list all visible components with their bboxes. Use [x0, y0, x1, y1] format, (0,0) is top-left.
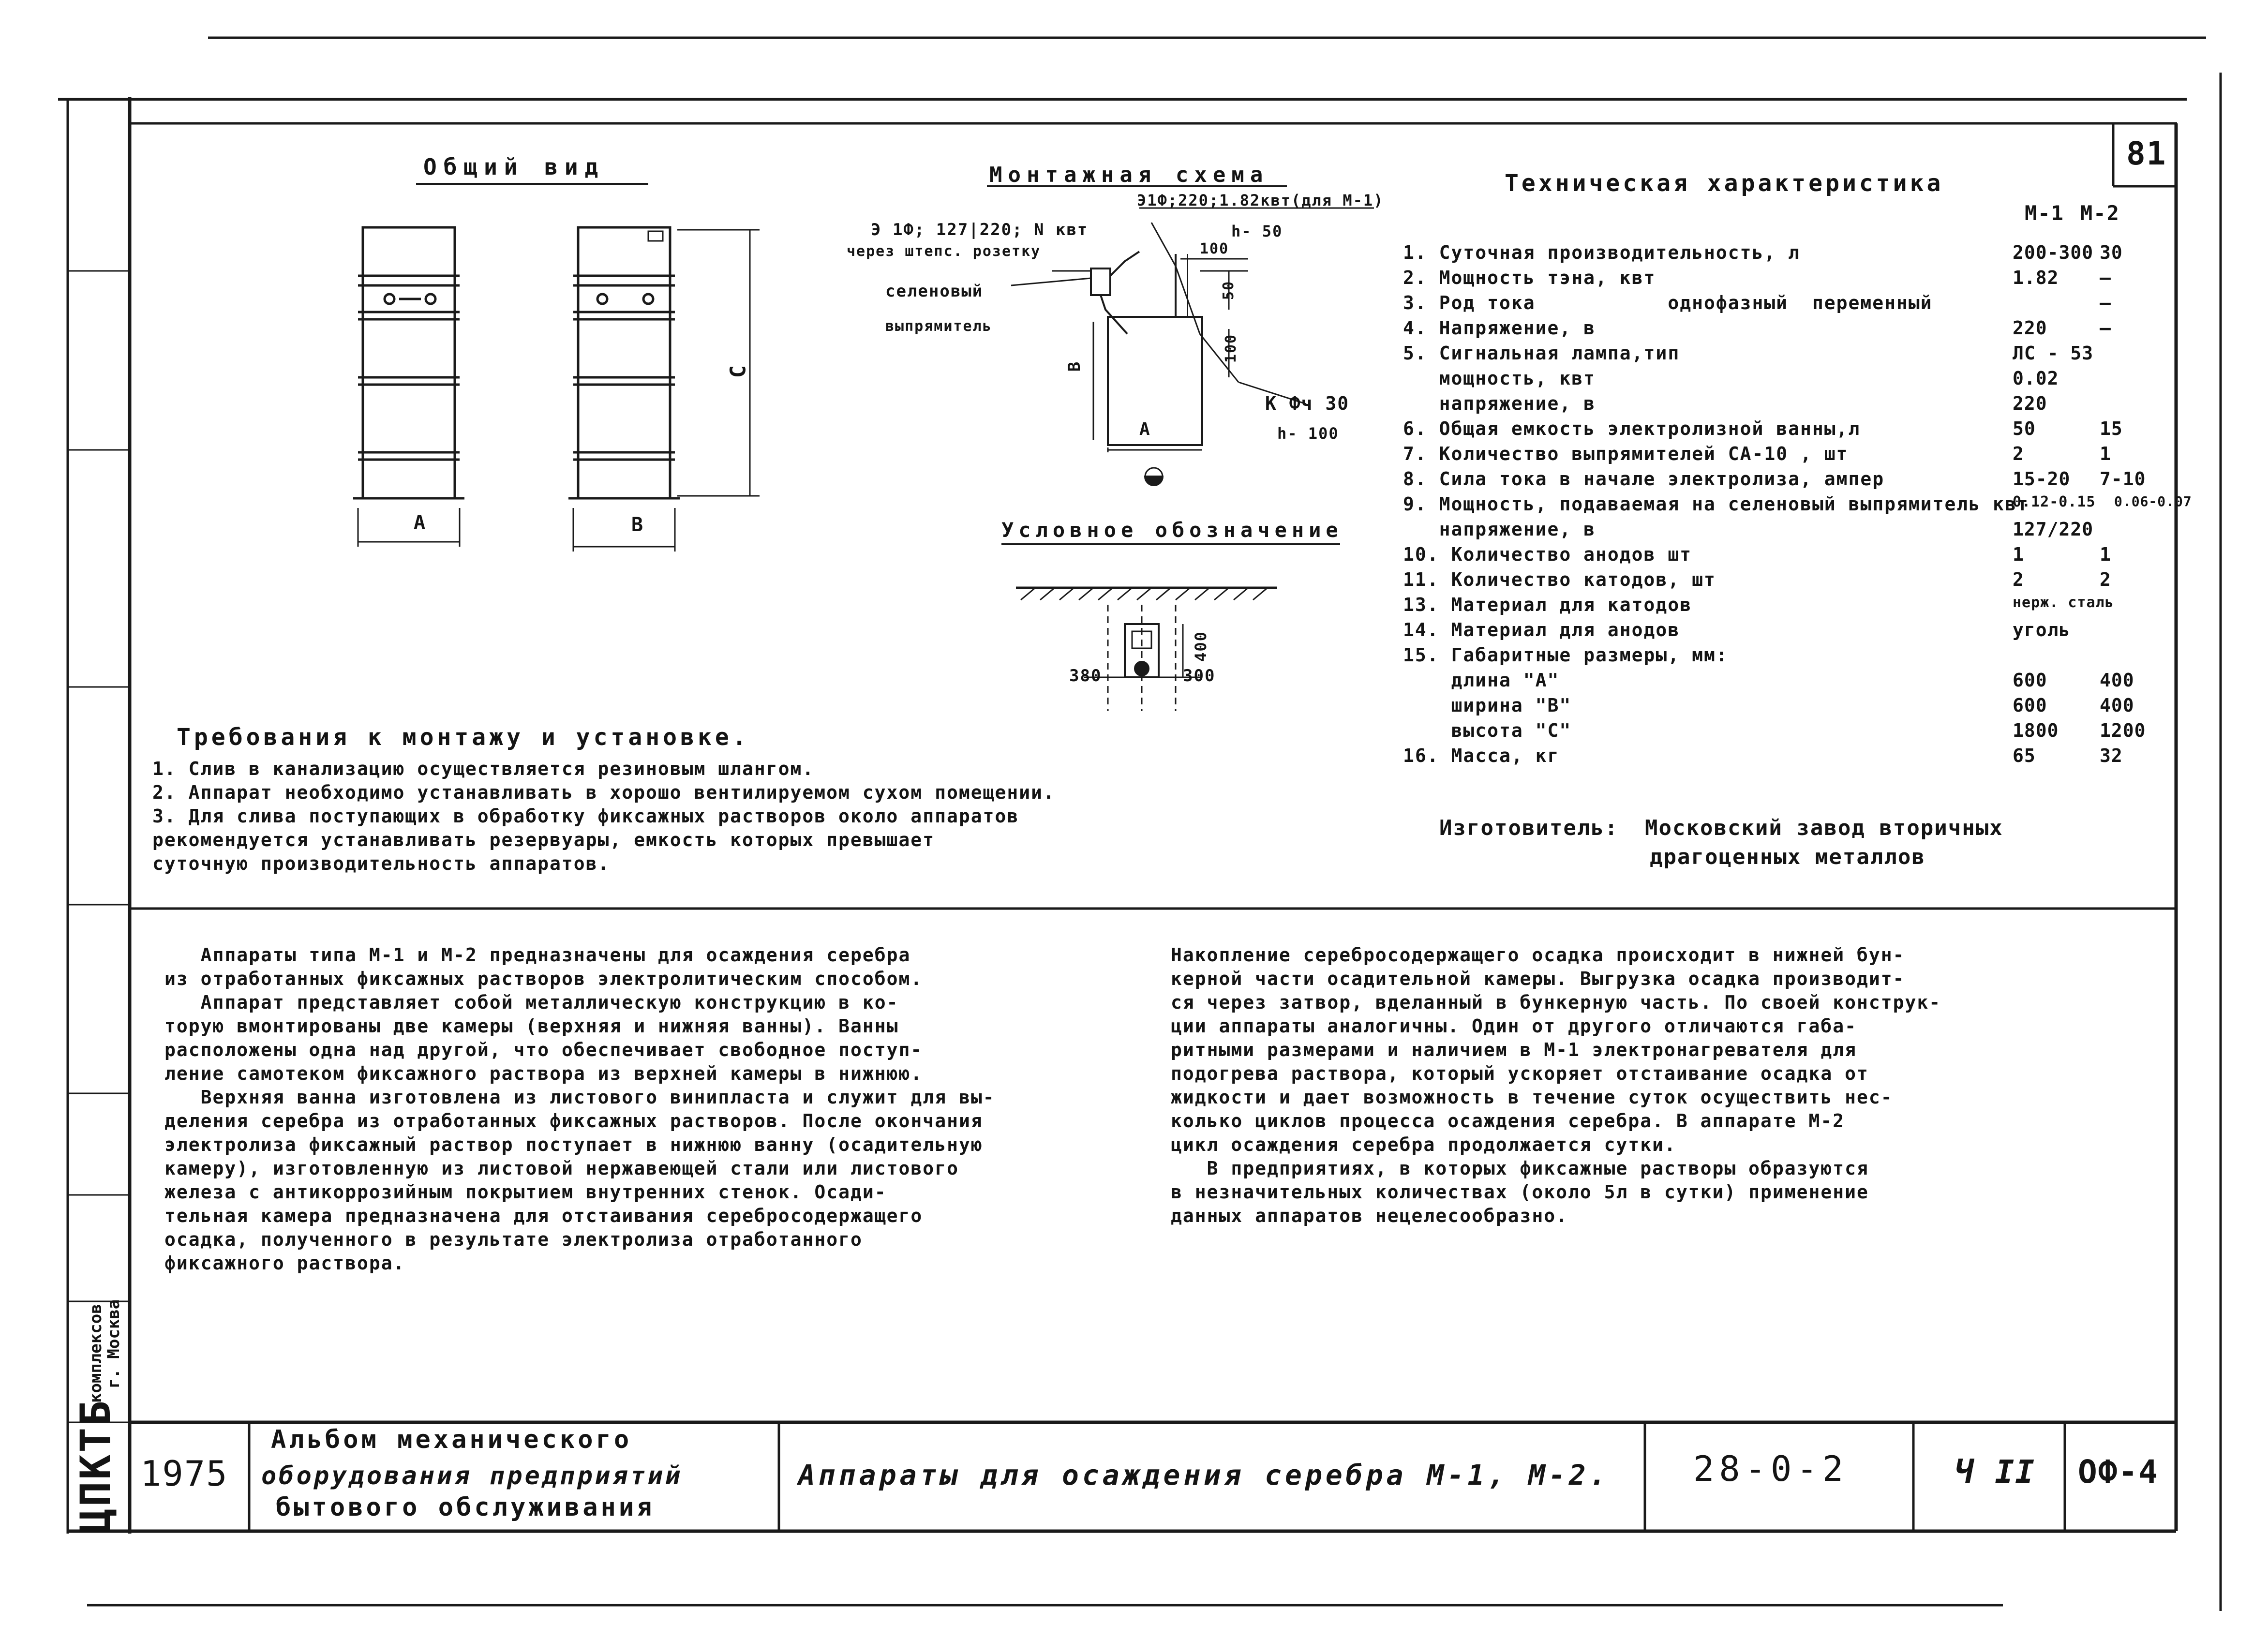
mounting-dim-100v: 100: [1223, 333, 1240, 363]
requirements-list: [152, 757, 1362, 876]
spec-row-label: 16. Масса, кг: [1403, 745, 1560, 766]
spec-row-label: 1. Суточная производительность, л: [1403, 242, 1800, 263]
mounting-heater-label: Э1Ф;220;1.82квт(для М-1): [1137, 191, 1384, 209]
spec-row-label: 14. Материал для анодов: [1403, 619, 1680, 641]
spec-row-m2: —: [2100, 317, 2111, 339]
spec-row-label: 9. Мощность, подаваемая на селеновый выпрямитель квт: [1403, 493, 2029, 515]
spec-row-m2: 1: [2100, 544, 2111, 565]
spec-row-m1: 0.02: [2013, 368, 2059, 389]
spec-row-m1: 220: [2013, 393, 2047, 414]
description-right: [1171, 943, 2138, 1228]
symbol-drawing: [1001, 544, 1340, 711]
spec-row-m1: 1.82: [2013, 267, 2059, 288]
description-line: цикл осаждения серебра продолжается сутки.: [1171, 1134, 1676, 1155]
general-view-label-c: С: [726, 364, 751, 378]
mounting-scheme-title: Монтажная схема: [989, 163, 1269, 187]
description-line: керной части осадительной камеры. Выгрузка осадка производит-: [1171, 968, 1905, 989]
tech-specs-title: Техническая характеристика: [1505, 170, 1944, 197]
description-line: электролиза фиксажный раствор поступает в нижнюю ванну (осадительную: [164, 1134, 983, 1155]
description-line: Верхняя ванна изготовлена из листового винипласта и служит для вы-: [164, 1087, 995, 1108]
symbol-dim-380: 380: [1069, 666, 1102, 686]
general-view-label-b: В: [631, 514, 644, 536]
description-line: фиксажного раствора.: [164, 1252, 405, 1274]
requirement-line: 3. Для слива поступающих в обработку фиксажных растворов около аппаратов: [152, 805, 1019, 827]
mounting-kfv: К Фч 30: [1265, 393, 1350, 414]
spec-row-label: 8. Сила тока в начале электролиза, ампер: [1403, 468, 1885, 490]
description-line: данных аппаратов нецелесообразно.: [1171, 1205, 1568, 1226]
description-line: колько циклов процесса осаждения серебра. В аппарате М-2: [1171, 1110, 1845, 1132]
spec-row-m1: 2: [2013, 443, 2024, 464]
symbol-dim-300: 300: [1183, 666, 1216, 686]
description-left: [164, 943, 1147, 1275]
description-line: жидкости и дает возможность в течение суток осуществить нес-: [1171, 1087, 1893, 1108]
spec-row-m1: 65: [2013, 745, 2036, 766]
description-line: тельная камера предназначена для отстаивания серебросодержащего: [164, 1205, 923, 1226]
general-view-drawing: [353, 184, 760, 552]
spec-row-label: 2. Мощность тэна, квт: [1403, 267, 1656, 288]
spec-row-m1: 1800: [2013, 720, 2059, 741]
org-line-1: комплексов: [86, 1304, 105, 1403]
general-view-title: Общий вид: [423, 154, 605, 180]
spec-row-m1: нерж. сталь: [2013, 594, 2114, 611]
spec-row-m2: 15: [2100, 418, 2123, 439]
spec-row-m2: 400: [2100, 670, 2134, 691]
mounting-dim-100: 100: [1200, 240, 1229, 257]
org-logo: ЦПКТБ: [72, 1399, 120, 1534]
spec-row-m1: 127/220: [2013, 519, 2094, 540]
spec-row-m1: 600: [2013, 695, 2047, 716]
spec-row-label: 6. Общая емкость электролизной ванны,л: [1403, 418, 1861, 439]
description-line: ление самотеком фиксажного раствора из верхней камеры в нижнюю.: [164, 1063, 923, 1084]
album-line-3: бытового обслуживания: [276, 1493, 655, 1522]
spec-row-label: высота "С": [1403, 720, 1572, 741]
spec-row-m2: 2: [2100, 569, 2111, 590]
spec-row-m1: 1: [2013, 544, 2024, 565]
spec-row-label: 10. Количество анодов шт: [1403, 544, 1692, 565]
org-line-2: г. Москва: [104, 1299, 123, 1388]
spec-row-label: 11. Количество катодов, шт: [1403, 569, 1716, 590]
symbol-title: Условное обозначение: [1001, 518, 1343, 542]
spec-row-m2: 1: [2100, 443, 2111, 464]
spec-row-label: мощность, квт: [1403, 368, 1596, 389]
spec-row-label: 5. Сигнальная лампа,тип: [1403, 343, 1680, 364]
spec-row-label: 4. Напряжение, в: [1403, 317, 1596, 339]
description-line: торую вмонтированы две камеры (верхняя и нижняя ванны). Ванны: [164, 1015, 899, 1037]
title-block-year: 1975: [140, 1453, 228, 1494]
description-line: в незначительных количествах (около 5л в сутки) применение: [1171, 1181, 1869, 1203]
description-line: из отработанных фиксажных растворов электролитическим способом.: [164, 968, 923, 989]
description-line: ритными размерами и наличием в М-1 электронагревателя для: [1171, 1039, 1857, 1060]
spec-row-label: напряжение, в: [1403, 519, 1596, 540]
general-view-label-a: А: [414, 511, 427, 534]
spec-row-m2: 1200: [2100, 720, 2146, 741]
mounting-power-label-2: через штепс. розетку: [847, 243, 1041, 260]
album-line-1: Альбом механического: [271, 1425, 632, 1454]
spec-row-m1: 15-20: [2013, 468, 2071, 490]
requirement-line: рекомендуется устанавливать резервуары, емкость которых превышает: [152, 829, 935, 850]
requirement-line: суточную производительность аппаратов.: [152, 853, 610, 874]
manufacturer-label: Изготовитель:: [1439, 816, 1619, 840]
sheet-number: 81: [2126, 135, 2167, 172]
spec-row-m1: 50: [2013, 418, 2036, 439]
symbol-dim-400: 400: [1191, 631, 1210, 662]
spec-row-m1: ЛС - 53: [2013, 343, 2094, 364]
description-line: В предприятиях, в которых фиксажные растворы образуются: [1171, 1158, 1869, 1179]
spec-row-label: 15. Габаритные размеры, мм:: [1403, 644, 1728, 666]
mounting-label-b: В: [1065, 360, 1085, 372]
description-line: камеру), изготовленную из листовой нержавеющей стали или листового: [164, 1158, 959, 1179]
sheet-code: ОФ-4: [2078, 1453, 2159, 1491]
description-line: Накопление серебросодержащего осадка происходит в нижней бун-: [1171, 944, 1905, 966]
spec-row-m2: —: [2100, 292, 2111, 313]
spec-row-m2: 400: [2100, 695, 2134, 716]
spec-row-m2: 32: [2100, 745, 2123, 766]
mounting-h50: h- 50: [1231, 222, 1283, 240]
spec-row-m1: 600: [2013, 670, 2047, 691]
spec-row-label: длина "А": [1403, 670, 1560, 691]
mounting-h100: h- 100: [1277, 424, 1339, 443]
description-line: Аппарат представляет собой металлическую конструкцию в ко-: [164, 992, 899, 1013]
description-line: подогрева раствора, который ускоряет отстаивание осадка от: [1171, 1063, 1869, 1084]
spec-row-m1: 220: [2013, 317, 2047, 339]
mounting-label-a: А: [1139, 419, 1151, 439]
tech-specs-col-m1: М-1: [2025, 201, 2064, 225]
description-line: осадка, полученного в результате электролиза отработанного: [164, 1229, 863, 1250]
spec-row-m1: уголь: [2013, 619, 2071, 641]
rectifier-label-2: выпрямитель: [885, 318, 992, 335]
spec-row-label: 13. Материал для катодов: [1403, 594, 1692, 615]
description-line: ся через затвор, вделанный в бункерную часть. По своей конструк-: [1171, 992, 1941, 1013]
requirement-line: 2. Аппарат необходимо устанавливать в хорошо вентилируемом сухом помещении.: [152, 782, 1055, 803]
spec-row-label: ширина "В": [1403, 695, 1572, 716]
description-line: расположены одна над другой, что обеспечивает свободное поступ-: [164, 1039, 923, 1060]
album-line-2: оборудования предприятий: [261, 1461, 683, 1491]
spec-row-m2: 30: [2100, 242, 2123, 263]
tech-specs-col-m2: М-2: [2080, 201, 2120, 225]
spec-row-label: 7. Количество выпрямителей СА-10 , шт: [1403, 443, 1849, 464]
description-line: Аппараты типа М-1 и М-2 предназначены для осаждения серебра: [164, 944, 911, 966]
manufacturer-line-1: Московский завод вторичных: [1645, 816, 2003, 840]
mounting-dim-50: 50: [1220, 280, 1238, 300]
drawing-code: 28-0-2: [1693, 1448, 1849, 1489]
spec-row-m2: 7-10: [2100, 468, 2146, 490]
tech-specs-list: [1403, 242, 2192, 813]
spec-row-m1: 200-300: [2013, 242, 2094, 263]
mounting-power-label: Э 1Ф; 127|220; N квт: [871, 220, 1089, 239]
spec-row-label: напряжение, в: [1403, 393, 1596, 414]
spec-row-m1: 2: [2013, 569, 2024, 590]
spec-row-m2: —: [2100, 267, 2111, 288]
album-part: Ч II: [1955, 1453, 2035, 1491]
manufacturer-line-2: драгоценных металлов: [1650, 845, 1925, 869]
spec-row-label: 3. Род тока однофазный переменный: [1403, 292, 1933, 313]
description-line: железа с антикоррозийным покрытием внутренних стенок. Осади-: [164, 1181, 887, 1203]
rectifier-label: селеновый: [885, 282, 984, 301]
description-line: ции аппараты аналогичны. Один от другого отличаются габа-: [1171, 1015, 1857, 1037]
description-line: деления серебра из отработанных фиксажных растворов. После окончания: [164, 1110, 983, 1132]
spec-row-m2: 0.06-0.07: [2114, 493, 2192, 509]
requirements-title: Требования к монтажу и установке.: [177, 724, 750, 751]
requirement-line: 1. Слив в канализацию осуществляется резиновым шлангом.: [152, 758, 815, 779]
drawing-title: Аппараты для осаждения серебра М-1, М-2.: [798, 1459, 1610, 1491]
spec-row-m1: 0.12-0.15: [2013, 493, 2096, 510]
